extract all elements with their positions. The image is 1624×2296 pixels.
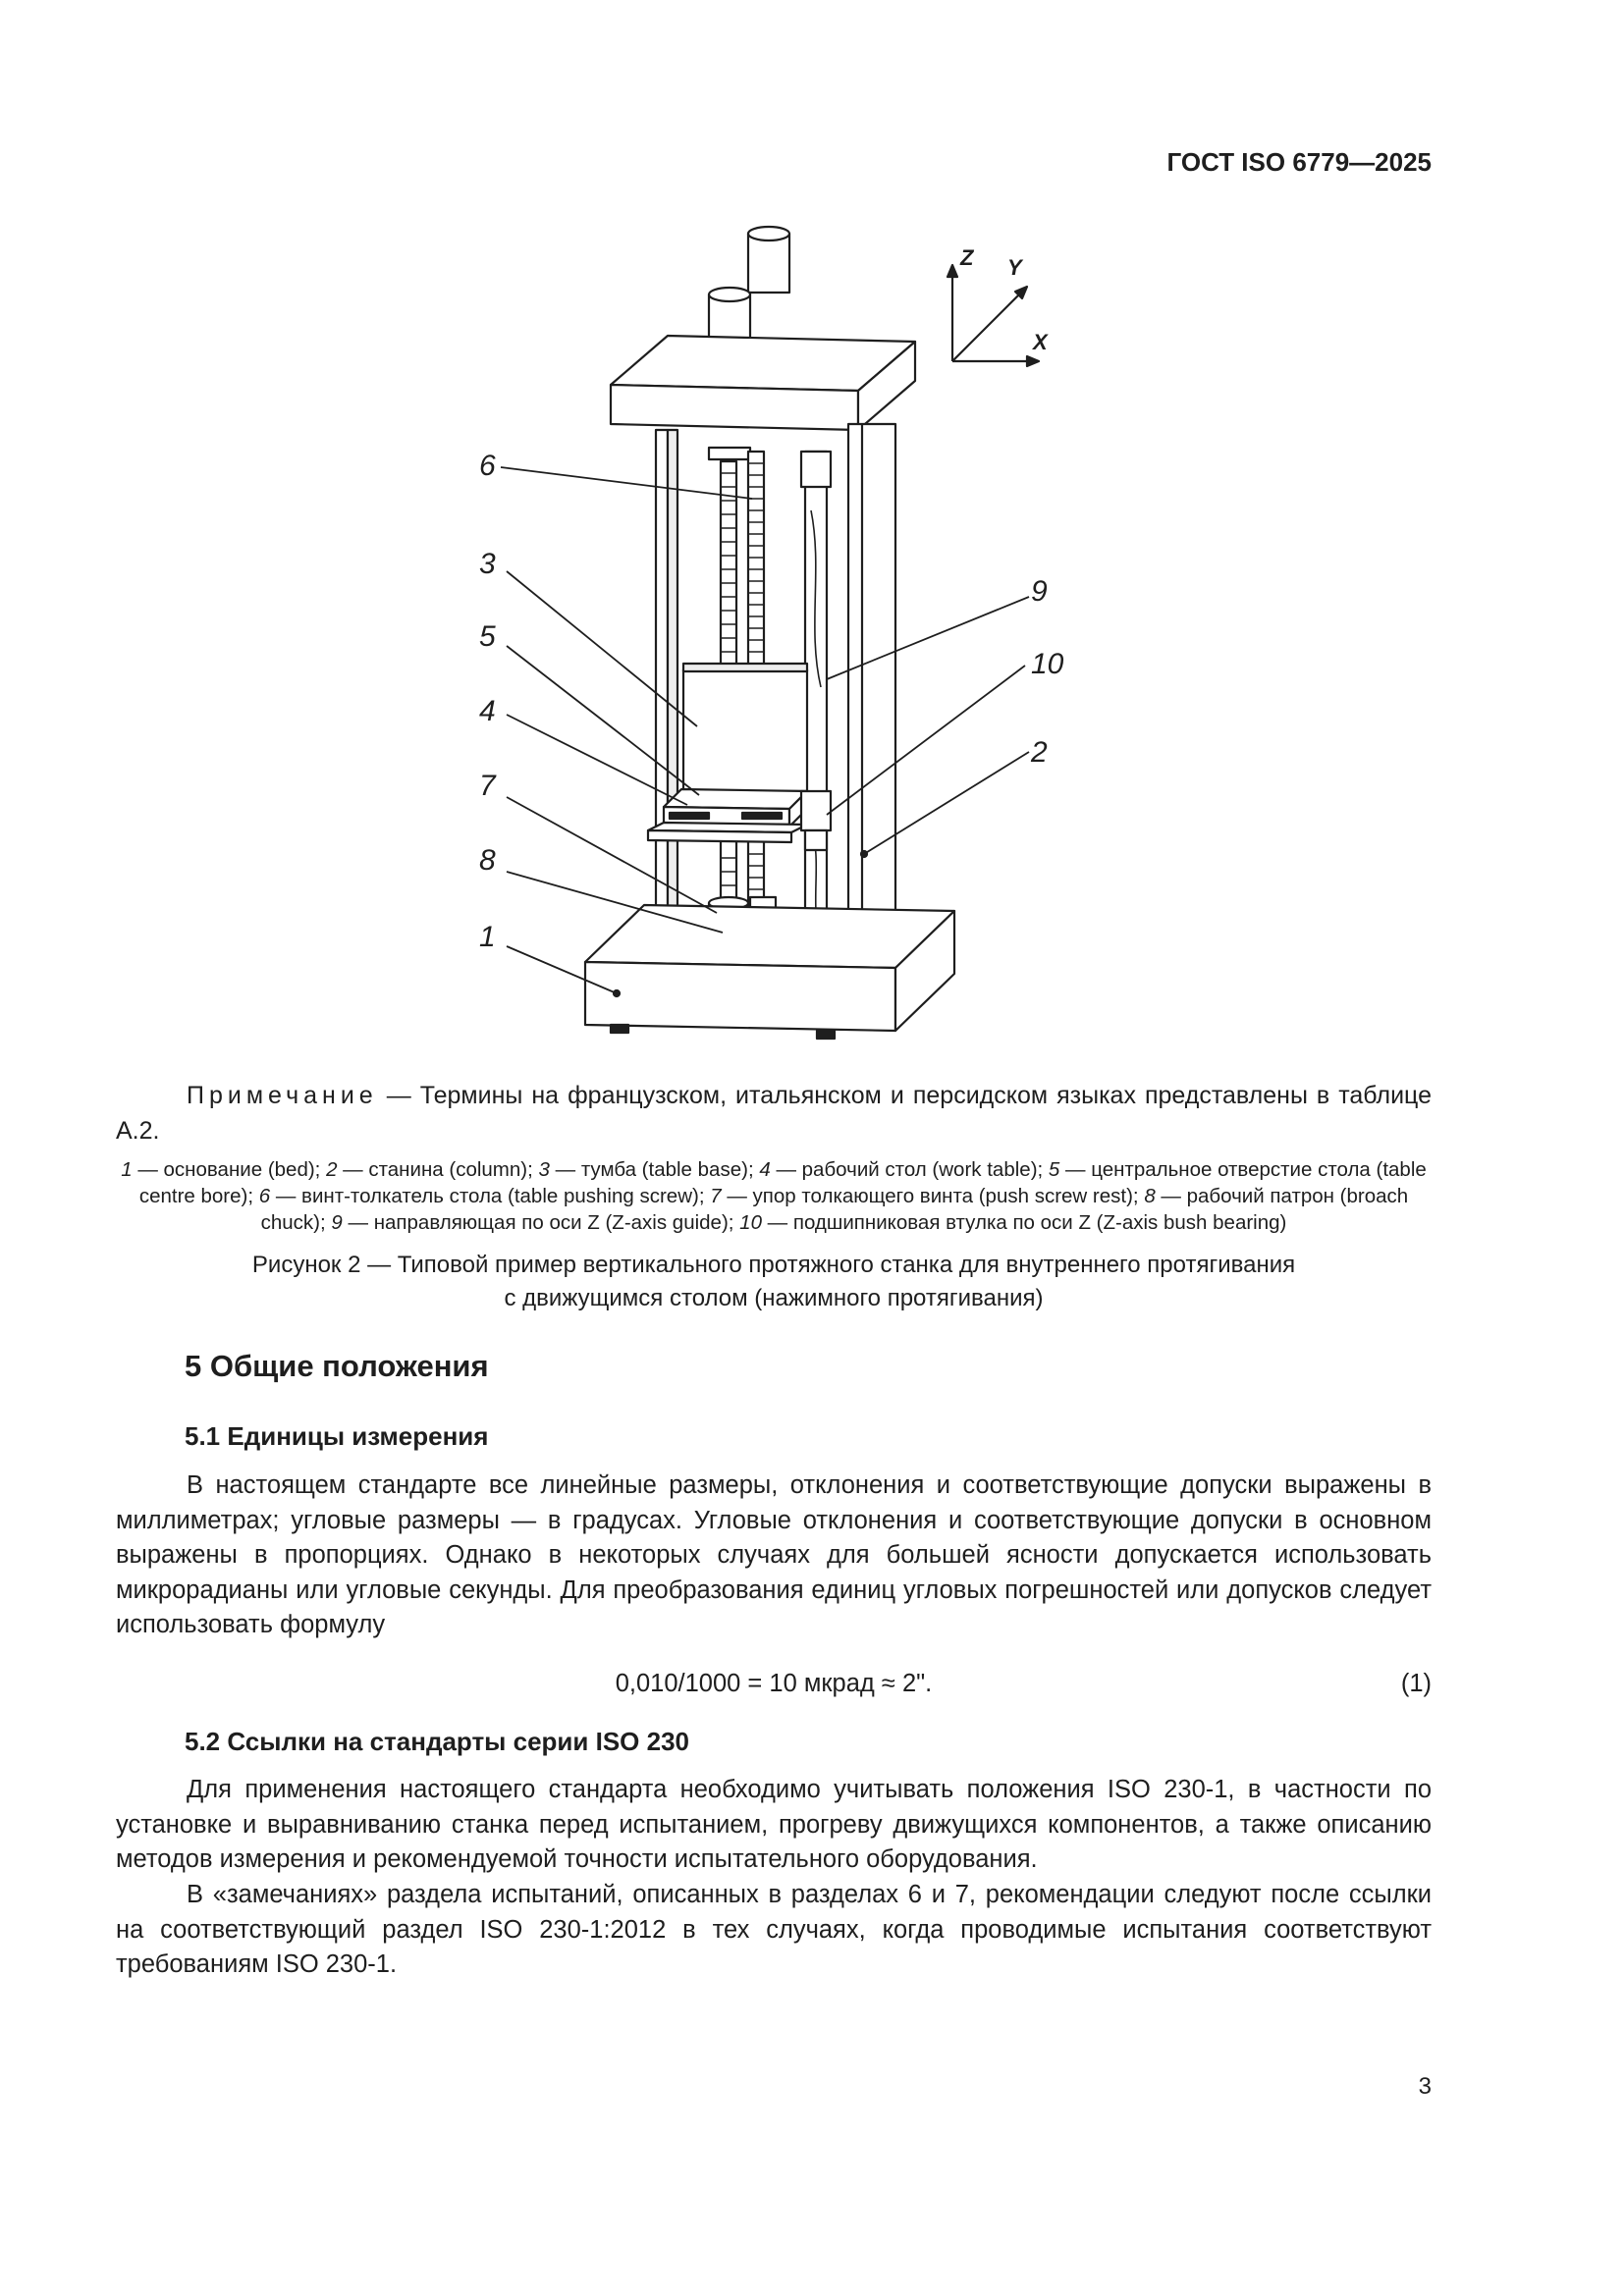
section-5-2-paragraph-2: В «замечаниях» раздела испытаний, описанных в разделах 6 и 7, рекомендации следуют после ссылки на соответствующий раздел ISO 230-1:2012 в тех случаях, когда проводимые испытания соответствуют требованиям ISO 230-1. [116,1881,1432,1978]
figure-caption [116,1249,1432,1315]
legend-text: — подшипниковая втулка по оси Z (Z-axis bush bearing) [761,1211,1287,1234]
callout-6: 6 [479,450,496,482]
caption-line-2: с движущимся столом (нажимного протягивания) [504,1285,1044,1311]
callout-5: 5 [479,620,496,653]
standard-header: ГОСТ ISO 6779—2025 [1166,147,1432,177]
axis-label-z: Z [960,245,974,270]
legend-num: 6 [258,1185,271,1207]
legend-text: — станина (column); [337,1158,539,1181]
section-5-1-paragraph: В настоящем стандарте все линейные размеры, отклонения и соответствующие допуски выражены в миллиметрах; угловые размеры — в градусах. Угловые отклонения и соответствующие допуски в основном выражены в пропорциях. Однако в некоторых случаях для большей ясности допускается использовать микрорадианы или угловые секунды. Для преобразования единиц угловых погрешностей или допусков следует использовать формулу [116,1471,1432,1638]
legend-text: — винт-толкатель стола (table pushing screw); [270,1185,711,1207]
legend-num: 9 [331,1211,343,1234]
legend-text: — направляющая по оси Z (Z-axis guide); [342,1211,740,1234]
section-5-1-heading: 5.1 Единицы измерения [185,1421,489,1451]
legend-num: 5 [1048,1158,1060,1181]
axes-icon [947,265,1039,366]
formula-number: (1) [1400,1670,1432,1697]
figure-legend [116,1156,1432,1236]
note-text: — Термины на французском, итальянском и персидском языках представлены в таблице А.2. [116,1082,1432,1145]
note-lead: Примечание [187,1082,378,1109]
legend-text: — центральное отверстие стола (table centre bore); [138,1158,1427,1207]
legend-text: — рабочий стол (work table); [770,1158,1049,1181]
legend-num: 7 [710,1185,722,1207]
section-5-heading: 5 Общие положения [185,1349,489,1383]
callout-9: 9 [1031,575,1048,608]
callout-8: 8 [479,844,496,877]
callout-2: 2 [1031,736,1048,769]
axis-label-x: X [1033,330,1048,354]
page-number: 3 [1418,2073,1432,2100]
callout-4: 4 [479,695,496,727]
figure-note [116,1078,1432,1148]
axis-label-y: Y [1007,255,1022,280]
caption-line-1: Рисунок 2 — Типовой пример вертикального протяжного станка для внутреннего протягивания [251,1252,1296,1278]
legend-text: — упор толкающего винта (push screw rest); [721,1185,1145,1207]
legend-num: 1 [121,1158,133,1181]
legend-num: 2 [326,1158,338,1181]
formula-expression: 0,010/1000 = 10 мкрад ≈ 2". [615,1670,933,1697]
callout-1: 1 [479,921,496,953]
callout-3: 3 [479,548,496,580]
machine-figure [452,216,1080,1070]
legend-num: 8 [1144,1185,1156,1207]
legend-num: 10 [739,1211,762,1234]
legend-num: 3 [538,1158,550,1181]
legend-text: — основание (bed); [132,1158,327,1181]
legend-text: — рабочий патрон (broach chuck); [260,1185,1409,1234]
callout-7: 7 [479,770,496,802]
section-5-2-paragraph-1: Для применения настоящего стандарта необходимо учитывать положения ISO 230-1, в частности по установке и выравниванию станка перед испытанием, прогреву движущихся компонентов, а также описанию методов измерения и рекомендуемой точности испытательного оборудования. [116,1776,1432,1873]
legend-num: 4 [759,1158,771,1181]
section-5-2-heading: 5.2 Ссылки на стандарты серии ISO 230 [185,1727,689,1756]
legend-text: — тумба (table base); [549,1158,760,1181]
callout-10: 10 [1031,648,1064,680]
